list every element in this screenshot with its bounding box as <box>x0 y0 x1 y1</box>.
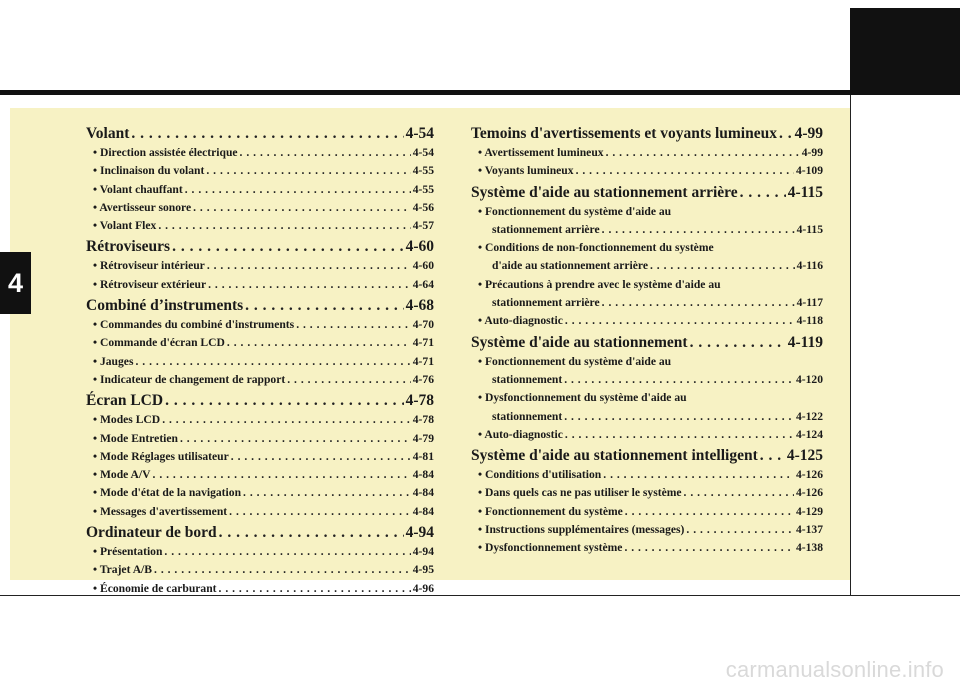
toc-entry-label: • Commande d'écran LCD <box>93 336 225 350</box>
toc-entry-label: • Mode Réglages utilisateur <box>93 449 229 463</box>
leader-dots <box>243 484 411 502</box>
leader-dots <box>690 332 786 353</box>
toc-subentry[interactable] <box>86 580 434 598</box>
toc-page-number: 4-117 <box>796 296 823 310</box>
toc-entry-label: Système d'aide au stationnement <box>471 333 688 351</box>
toc-entry-label: • Précautions à prendre avec le système d'aide au <box>478 277 721 291</box>
toc-entry-label: • Avertissement lumineux <box>478 146 604 159</box>
toc-entry-label: • Commandes du combiné d'instruments <box>93 318 295 332</box>
top-rule <box>0 90 850 95</box>
toc-section-entry[interactable] <box>86 236 434 257</box>
toc-entry-label: • Rétroviseur intérieur <box>93 259 205 273</box>
leader-dots <box>625 503 794 521</box>
toc-page-number: 4-60 <box>412 259 434 273</box>
toc-page-number: 4-99 <box>794 125 823 142</box>
toc-subentry[interactable] <box>471 239 823 276</box>
toc-page-number: 4-99 <box>801 146 823 159</box>
leader-dots <box>153 466 411 484</box>
toc-entry-label: • Inclinaison du volant <box>93 164 205 178</box>
chapter-tab: 4 <box>0 252 31 314</box>
toc-entry-label: Système d'aide au stationnement intelligent <box>471 447 758 465</box>
leader-dots <box>602 221 795 239</box>
toc-entry-label: stationnement arrière <box>492 222 600 236</box>
toc-entry-label: • Modes LCD <box>93 413 161 427</box>
toc-page-number: 4-84 <box>412 468 434 482</box>
toc-subentry[interactable] <box>471 484 823 502</box>
toc-page-number: 4-55 <box>412 164 434 178</box>
toc-entry-label: Volant <box>86 125 130 142</box>
toc-entry-continuation <box>478 221 823 239</box>
toc-entry-continuation <box>478 257 823 275</box>
leader-dots <box>185 181 411 199</box>
toc-entry-label: • Messages d'avertissement <box>93 504 228 518</box>
toc-page-number: 4-56 <box>412 200 434 214</box>
toc-entry-label: Écran LCD <box>86 392 164 410</box>
toc-entry-label: • Direction assistée électrique <box>93 146 238 159</box>
toc-subentry[interactable] <box>471 466 823 484</box>
toc-entry-label: • Trajet A/B <box>93 563 153 577</box>
toc-subentry[interactable] <box>471 312 823 330</box>
toc-page-number: 4-94 <box>412 545 434 559</box>
toc-subentry[interactable] <box>86 334 434 352</box>
toc-page-number: 4-81 <box>412 449 434 463</box>
toc-page-number: 4-94 <box>405 524 434 542</box>
toc-section-entry[interactable] <box>471 445 823 466</box>
leader-dots <box>172 236 403 257</box>
toc-subentry[interactable] <box>86 503 434 521</box>
leader-dots <box>565 426 794 444</box>
toc-subentry[interactable] <box>471 144 823 162</box>
leader-dots <box>602 294 795 312</box>
toc-entry-label: • Dysfonctionnement du système d'aide au <box>478 391 687 405</box>
leader-dots <box>650 257 795 275</box>
toc-entry-label: • Mode A/V <box>93 468 151 482</box>
toc-subentry[interactable] <box>471 503 823 521</box>
leader-dots <box>131 123 403 144</box>
toc-subentry[interactable] <box>86 162 434 180</box>
toc-entry-label: Combiné d’instruments <box>86 297 244 315</box>
leader-dots <box>229 503 411 521</box>
toc-section-entry[interactable] <box>86 123 434 144</box>
toc-page-number: 4-137 <box>795 523 823 537</box>
toc-page-number: 4-54 <box>405 125 434 142</box>
toc-entry-label: • Dans quels cas ne pas utiliser le système <box>478 486 682 500</box>
toc-entry-label: Ordinateur de bord <box>86 524 217 542</box>
toc-entry-continuation <box>478 408 823 426</box>
toc-section-entry[interactable] <box>471 182 823 203</box>
toc-page-number: 4-138 <box>795 541 823 555</box>
toc-section-entry[interactable] <box>86 390 434 411</box>
leader-dots <box>227 334 411 352</box>
toc-page-number: 4-116 <box>796 259 823 273</box>
toc-entry-label: d'aide au stationnement arrière <box>492 259 648 273</box>
toc-page-number: 4-68 <box>405 297 434 315</box>
toc-subentry[interactable] <box>86 411 434 429</box>
toc-subentry[interactable] <box>471 162 823 180</box>
leader-dots <box>684 484 794 502</box>
toc-page-number: 4-84 <box>412 486 434 500</box>
toc-page-number: 4-70 <box>412 318 434 332</box>
leader-dots <box>240 144 411 162</box>
toc-left-column <box>86 122 434 598</box>
toc-page-number: 4-120 <box>795 372 823 386</box>
toc-entry-label: • Mode d'état de la navigation <box>93 486 242 500</box>
toc-page-number: 4-129 <box>795 504 823 518</box>
toc-entry-label: • Mode Entretien <box>93 431 178 445</box>
toc-subentry[interactable] <box>471 353 823 390</box>
toc-page-number: 4-78 <box>412 413 434 427</box>
watermark-logo: carmanualsonline.info <box>725 657 944 682</box>
leader-dots <box>135 353 410 371</box>
toc-subentry[interactable] <box>86 430 434 448</box>
toc-page-number: 4-57 <box>412 219 434 233</box>
leader-dots <box>603 466 794 484</box>
toc-entry-label: • Voyants lumineux <box>478 164 574 178</box>
toc-entry-label: • Économie de carburant <box>93 581 217 595</box>
toc-subentry[interactable] <box>86 217 434 235</box>
toc-entry-label: • Indicateur de changement de rapport <box>93 372 286 386</box>
toc-page-number: 4-96 <box>412 581 434 595</box>
toc-page-number: 4-115 <box>796 222 823 236</box>
toc-subentry[interactable] <box>86 561 434 579</box>
right-divider <box>850 95 851 595</box>
leader-dots <box>165 390 404 411</box>
leader-dots <box>606 144 800 162</box>
toc-entry-label: stationnement <box>492 409 563 423</box>
toc-page-number: 4-55 <box>412 182 434 196</box>
toc-page-number: 4-122 <box>795 409 823 423</box>
toc-entry-label: Rétroviseurs <box>86 238 171 256</box>
leader-dots <box>565 312 795 330</box>
toc-subentry[interactable] <box>86 199 434 217</box>
toc-page-number: 4-84 <box>412 504 434 518</box>
leader-dots <box>193 199 411 217</box>
toc-page-number: 4-126 <box>795 486 823 500</box>
leader-dots <box>180 430 411 448</box>
toc-page-number: 4-118 <box>796 314 823 328</box>
toc-page-number: 4-76 <box>412 372 434 386</box>
toc-subentry[interactable] <box>471 276 823 313</box>
toc-section-entry[interactable] <box>86 295 434 316</box>
corner-block <box>850 8 960 95</box>
toc-entry-label: • Auto-diagnostic <box>478 314 563 328</box>
leader-dots <box>779 123 793 144</box>
toc-entry-label: • Fonctionnement du système d'aide au <box>478 354 672 368</box>
toc-page-number: 4-109 <box>795 164 823 178</box>
toc-page-number: 4-78 <box>405 392 434 410</box>
leader-dots <box>158 217 410 235</box>
leader-dots <box>208 276 411 294</box>
toc-section-entry[interactable] <box>86 522 434 543</box>
toc-entry-label: • Auto-diagnostic <box>478 427 563 441</box>
toc-page-number: 4-71 <box>412 336 434 350</box>
toc-subentry[interactable] <box>86 543 434 561</box>
toc-subentry[interactable] <box>86 181 434 199</box>
toc-subentry[interactable] <box>86 484 434 502</box>
toc-section-entry[interactable] <box>471 332 823 353</box>
toc-page-number: 4-54 <box>412 146 434 159</box>
leader-dots <box>164 543 410 561</box>
toc-page-number: 4-71 <box>412 354 434 368</box>
toc-subentry[interactable] <box>471 426 823 444</box>
toc-page-number: 4-95 <box>412 563 434 577</box>
leader-dots <box>287 371 410 389</box>
toc-subentry[interactable] <box>86 448 434 466</box>
toc-page-number: 4-119 <box>787 333 823 351</box>
toc-subentry[interactable] <box>471 521 823 539</box>
toc-page-number: 4-124 <box>795 427 823 441</box>
toc-entry-label: • Fonctionnement du système d'aide au <box>478 204 672 218</box>
toc-entry-label: • Conditions d'utilisation <box>478 468 602 482</box>
leader-dots <box>154 561 411 579</box>
toc-page-number: 4-126 <box>795 468 823 482</box>
leader-dots <box>564 408 794 426</box>
leader-dots <box>624 539 793 557</box>
toc-subentry[interactable] <box>471 203 823 240</box>
toc-entry-label: • Rétroviseur extérieur <box>93 277 207 291</box>
toc-entry-continuation <box>478 371 823 389</box>
toc-subentry[interactable] <box>86 144 434 162</box>
toc-subentry[interactable] <box>471 539 823 557</box>
toc-page-number: 4-79 <box>412 431 434 445</box>
toc-entry-label: • Fonctionnement du système <box>478 504 623 518</box>
leader-dots <box>162 411 411 429</box>
toc-entry-label: • Dysfonctionnement système <box>478 541 623 555</box>
toc-section-entry[interactable] <box>471 123 823 144</box>
toc-entry-label: Temoins d'avertissements et voyants lumineux <box>471 125 777 142</box>
toc-page-number: 4-64 <box>412 277 434 291</box>
leader-dots <box>206 162 410 180</box>
leader-dots <box>219 522 404 543</box>
toc-entry-label: • Instructions supplémentaires (messages) <box>478 523 685 537</box>
toc-entry-label: stationnement arrière <box>492 296 600 310</box>
leader-dots <box>231 448 411 466</box>
toc-right-column <box>471 122 823 558</box>
leader-dots <box>219 580 411 598</box>
toc-entry-label: • Jauges <box>93 354 134 368</box>
toc-page-number: 4-115 <box>787 183 823 201</box>
toc-entry-continuation <box>478 294 823 312</box>
leader-dots <box>576 162 794 180</box>
toc-subentry[interactable] <box>86 276 434 294</box>
leader-dots <box>686 521 794 539</box>
leader-dots <box>245 295 403 316</box>
toc-subentry[interactable] <box>86 353 434 371</box>
toc-page-number: 4-60 <box>405 238 434 256</box>
leader-dots <box>564 371 794 389</box>
toc-subentry[interactable] <box>471 389 823 426</box>
toc-entry-label: stationnement <box>492 372 563 386</box>
leader-dots <box>760 445 785 466</box>
toc-subentry[interactable] <box>86 371 434 389</box>
leader-dots <box>296 316 411 334</box>
toc-entry-label: • Volant Flex <box>93 219 157 233</box>
toc-entry-label: • Avertisseur sonore <box>93 200 192 214</box>
toc-subentry[interactable] <box>86 257 434 275</box>
toc-subentry[interactable] <box>86 316 434 334</box>
leader-dots <box>207 257 411 275</box>
toc-page-number: 4-125 <box>786 447 823 465</box>
toc-subentry[interactable] <box>86 466 434 484</box>
leader-dots <box>740 182 786 203</box>
toc-entry-label: • Conditions de non-fonctionnement du système <box>478 241 714 255</box>
toc-entry-label: • Volant chauffant <box>93 182 183 196</box>
toc-entry-label: Système d'aide au stationnement arrière <box>471 183 738 201</box>
toc-entry-label: • Présentation <box>93 545 163 559</box>
